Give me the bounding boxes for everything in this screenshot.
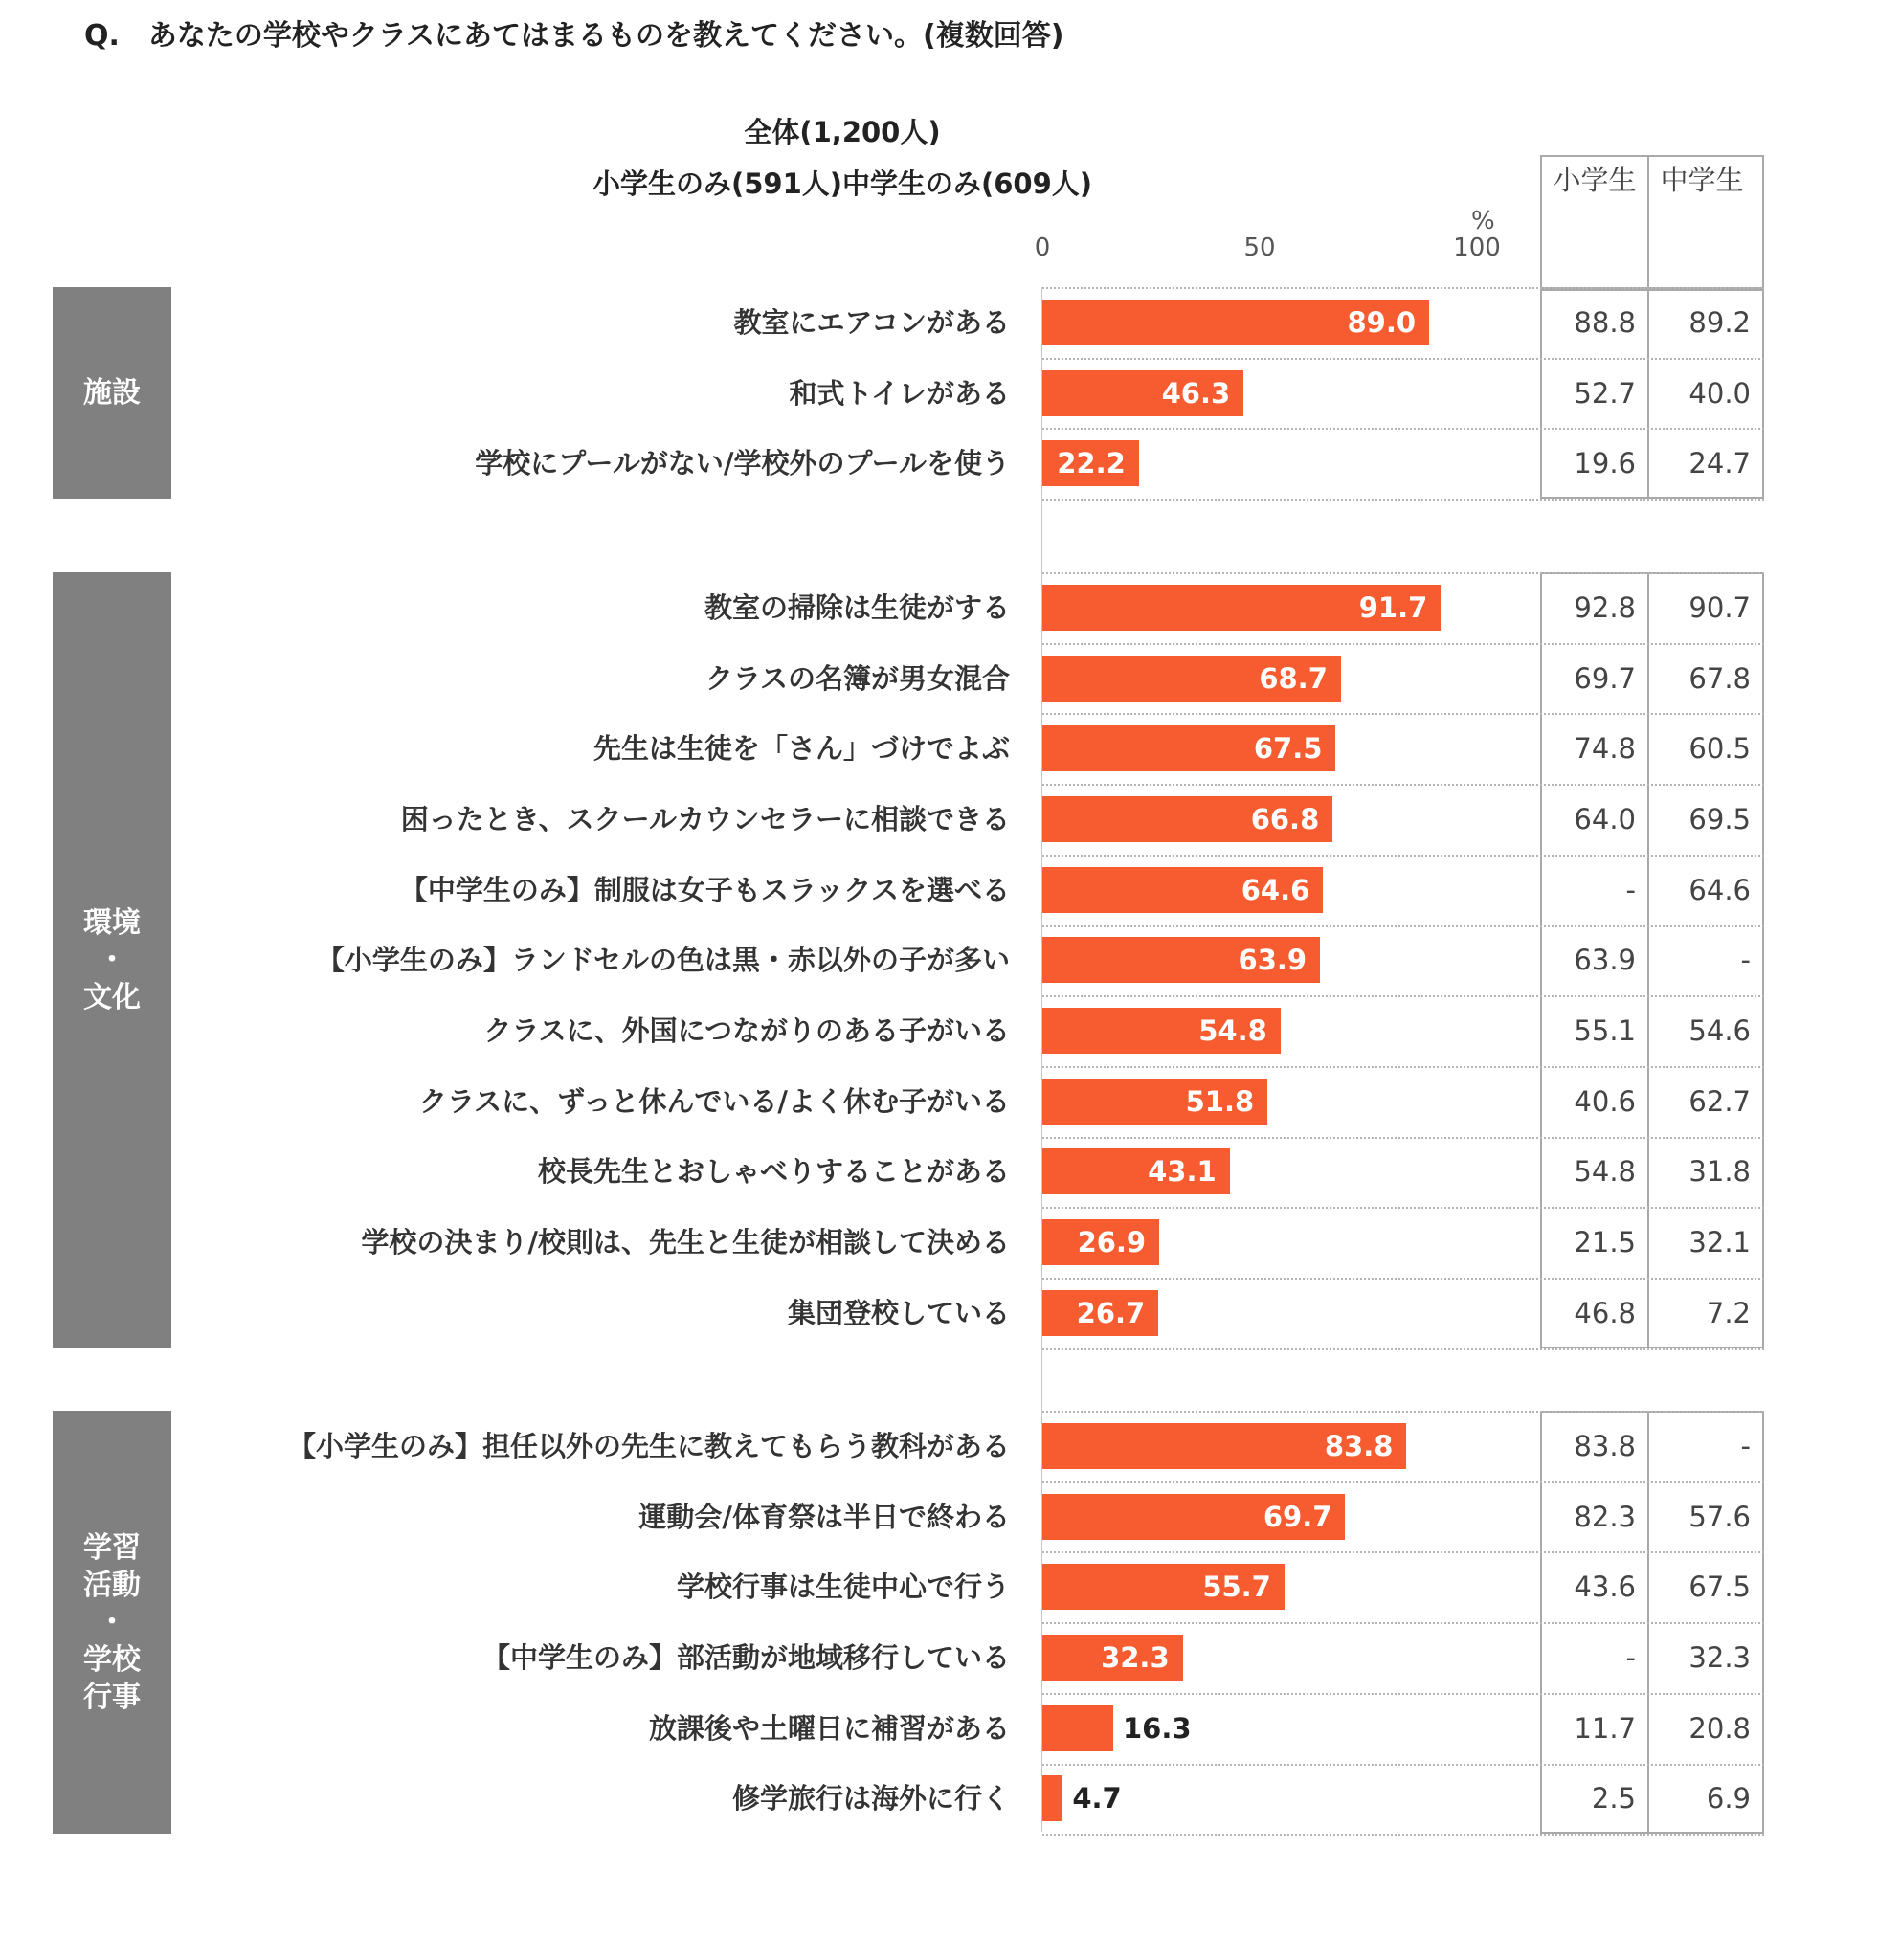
section-3-line: 学習 bbox=[83, 1530, 141, 1565]
cell-elementary: 54.8 bbox=[1574, 1155, 1636, 1188]
row-separator bbox=[1042, 1693, 1764, 1695]
section-3-line: ・ bbox=[98, 1605, 126, 1639]
cell-elementary: 69.7 bbox=[1574, 662, 1636, 695]
cell-junior: 7.2 bbox=[1706, 1297, 1751, 1329]
bar-value-label: 66.8 bbox=[1250, 803, 1320, 835]
bar-value-label: 63.9 bbox=[1238, 944, 1308, 976]
row-label: クラスに、外国につながりのある子がいる bbox=[483, 1014, 1010, 1047]
cell-elementary: 64.0 bbox=[1574, 803, 1636, 835]
cell-elementary: 11.7 bbox=[1574, 1712, 1636, 1745]
row-label: 教室の掃除は生徒がする bbox=[704, 591, 1010, 624]
row-label: 放課後や土曜日に補習がある bbox=[648, 1712, 1010, 1745]
row-label: 学校にプールがない/学校外のプールを使う bbox=[475, 447, 1010, 479]
cell-elementary: 92.8 bbox=[1574, 591, 1636, 624]
row-separator bbox=[1042, 287, 1764, 289]
table-section-1-divider bbox=[1647, 287, 1649, 499]
bar-value-label: 69.7 bbox=[1263, 1501, 1332, 1533]
row-separator bbox=[1042, 855, 1764, 857]
section-3-line: 学校 bbox=[83, 1642, 141, 1677]
cell-junior: 54.6 bbox=[1688, 1014, 1751, 1047]
bar-value-label: 16.3 bbox=[1123, 1712, 1192, 1745]
section-2-line: 文化 bbox=[83, 981, 141, 1014]
row-separator bbox=[1042, 1278, 1764, 1280]
cell-junior: 67.8 bbox=[1688, 662, 1751, 695]
cell-junior: 40.0 bbox=[1688, 377, 1751, 410]
section-2-line: ・ bbox=[98, 944, 126, 977]
axis-tick-50: 50 bbox=[1243, 234, 1276, 262]
cell-elementary: 46.8 bbox=[1574, 1297, 1636, 1329]
row-separator bbox=[1042, 1066, 1764, 1068]
cell-elementary: - bbox=[1625, 874, 1636, 906]
question-prefix: Q. bbox=[84, 19, 120, 53]
cell-elementary: 21.5 bbox=[1574, 1226, 1636, 1258]
row-separator bbox=[1042, 643, 1764, 645]
bar-value-label: 83.8 bbox=[1324, 1430, 1394, 1462]
row-label: 修学旅行は海外に行く bbox=[731, 1782, 1010, 1815]
cell-elementary: 82.3 bbox=[1574, 1501, 1636, 1533]
question-title bbox=[84, 11, 1063, 54]
bar-value-label: 51.8 bbox=[1185, 1085, 1255, 1118]
bar bbox=[1042, 1705, 1113, 1751]
cell-elementary: 43.6 bbox=[1574, 1570, 1636, 1603]
row-label: 【小学生のみ】担任以外の先生に教えてもらう教科がある bbox=[287, 1430, 1010, 1462]
bar-value-label: 91.7 bbox=[1358, 591, 1428, 624]
table-section-2-divider bbox=[1647, 572, 1649, 1348]
cell-elementary: 40.6 bbox=[1574, 1085, 1636, 1118]
table-header-frame bbox=[1540, 155, 1764, 291]
row-label: 困ったとき、スクールカウンセラーに相談できる bbox=[400, 803, 1010, 835]
cell-junior: 20.8 bbox=[1688, 1712, 1751, 1745]
cell-elementary: 19.6 bbox=[1574, 447, 1636, 479]
bar-value-label: 43.1 bbox=[1148, 1155, 1217, 1188]
row-separator bbox=[1042, 1622, 1764, 1624]
row-label: 学校行事は生徒中心で行う bbox=[676, 1570, 1010, 1603]
row-separator bbox=[1042, 925, 1764, 927]
bar-value-label: 4.7 bbox=[1072, 1782, 1122, 1815]
table-header-elementary: 小学生 bbox=[1553, 164, 1637, 196]
row-label: 先生は生徒を「さん」づけでよぶ bbox=[592, 732, 1010, 765]
section-2-label bbox=[53, 572, 171, 1348]
row-separator bbox=[1042, 1551, 1764, 1553]
cell-junior: 64.6 bbox=[1688, 874, 1751, 906]
cell-junior: - bbox=[1740, 1430, 1751, 1462]
section-3-label bbox=[53, 1411, 171, 1834]
cell-elementary: 2.5 bbox=[1591, 1782, 1636, 1815]
row-label: 和式トイレがある bbox=[789, 377, 1010, 410]
legend-total: 全体(1,200人) bbox=[744, 116, 941, 148]
bar-value-label: 22.2 bbox=[1057, 447, 1126, 479]
cell-junior: 90.7 bbox=[1688, 591, 1751, 624]
bar-value-label: 55.7 bbox=[1202, 1570, 1271, 1603]
row-separator bbox=[1042, 1481, 1764, 1483]
axis-unit: % bbox=[1471, 207, 1495, 235]
cell-junior: 62.7 bbox=[1688, 1085, 1751, 1118]
section-3-line: 活動 bbox=[83, 1568, 141, 1602]
row-separator bbox=[1042, 428, 1764, 430]
question-text: あなたの学校やクラスにあてはまるものを教えてください。(複数回答) bbox=[147, 19, 1064, 53]
row-separator bbox=[1042, 572, 1764, 574]
bar-value-label: 68.7 bbox=[1259, 662, 1328, 695]
row-separator bbox=[1042, 1137, 1764, 1139]
bar-value-label: 32.3 bbox=[1101, 1641, 1170, 1674]
row-separator bbox=[1042, 1834, 1764, 1836]
row-label: クラスに、ずっと休んでいる/よく休む子がいる bbox=[419, 1085, 1010, 1118]
bar-value-label: 89.0 bbox=[1347, 306, 1417, 339]
cell-junior: 31.8 bbox=[1688, 1155, 1751, 1188]
bar-value-label: 46.3 bbox=[1161, 377, 1231, 410]
cell-elementary: 83.8 bbox=[1574, 1430, 1636, 1462]
row-label: 【中学生のみ】制服は女子もスラックスを選べる bbox=[399, 874, 1010, 906]
row-separator bbox=[1042, 784, 1764, 786]
row-separator bbox=[1042, 1207, 1764, 1209]
legend-subgroups: 小学生のみ(591人)中学生のみ(609人) bbox=[592, 167, 1093, 200]
row-separator bbox=[1042, 1764, 1764, 1766]
cell-junior: 32.3 bbox=[1688, 1641, 1751, 1674]
cell-junior: 89.2 bbox=[1688, 306, 1751, 339]
section-3-text bbox=[83, 1529, 141, 1716]
section-2-text bbox=[83, 904, 141, 1016]
row-label: 【中学生のみ】部活動が地域移行している bbox=[481, 1641, 1010, 1674]
bar-value-label: 54.8 bbox=[1198, 1014, 1267, 1047]
axis-tick-100: 100 bbox=[1453, 234, 1501, 262]
cell-junior: 32.1 bbox=[1688, 1226, 1751, 1258]
row-separator bbox=[1042, 995, 1764, 997]
row-separator bbox=[1042, 713, 1764, 715]
cell-junior: 57.6 bbox=[1688, 1501, 1751, 1533]
row-separator bbox=[1042, 1411, 1764, 1413]
row-separator bbox=[1042, 499, 1764, 501]
cell-elementary: 52.7 bbox=[1574, 377, 1636, 410]
bar-value-label: 67.5 bbox=[1253, 732, 1323, 765]
bar-value-label: 64.6 bbox=[1241, 874, 1310, 906]
cell-junior: 60.5 bbox=[1688, 732, 1751, 765]
row-label: 運動会/体育祭は半日で終わる bbox=[638, 1501, 1010, 1533]
axis-tick-0: 0 bbox=[1034, 234, 1051, 262]
bar bbox=[1042, 1775, 1062, 1821]
section-1-text bbox=[83, 374, 141, 412]
row-label: 校長先生とおしゃべりすることがある bbox=[537, 1155, 1010, 1188]
cell-elementary: - bbox=[1625, 1641, 1636, 1674]
section-2-line: 環境 bbox=[83, 906, 141, 940]
table-header-junior: 中学生 bbox=[1660, 164, 1744, 196]
bar-value-label: 26.7 bbox=[1076, 1297, 1146, 1329]
row-label: 教室にエアコンがある bbox=[733, 306, 1010, 339]
row-label: 【小学生のみ】ランドセルの色は黒・赤以外の子が多い bbox=[316, 944, 1010, 976]
table-header-divider bbox=[1647, 155, 1649, 291]
cell-junior: 24.7 bbox=[1688, 447, 1751, 479]
cell-elementary: 74.8 bbox=[1574, 732, 1636, 765]
section-1-label bbox=[53, 287, 171, 499]
bar-value-label: 26.9 bbox=[1077, 1226, 1147, 1258]
cell-elementary: 55.1 bbox=[1574, 1014, 1636, 1047]
row-separator bbox=[1042, 1348, 1764, 1350]
section-3-line: 行事 bbox=[83, 1680, 141, 1714]
cell-elementary: 63.9 bbox=[1574, 944, 1636, 976]
row-label: クラスの名簿が男女混合 bbox=[704, 662, 1010, 695]
cell-junior: 69.5 bbox=[1688, 803, 1751, 835]
row-label: 集団登校している bbox=[787, 1297, 1010, 1329]
cell-junior: 67.5 bbox=[1688, 1570, 1751, 1603]
row-label: 学校の決まり/校則は、先生と生徒が相談して決める bbox=[361, 1226, 1010, 1258]
section-1-line: 施設 bbox=[83, 376, 141, 410]
row-separator bbox=[1042, 358, 1764, 360]
cell-junior: - bbox=[1740, 944, 1751, 976]
cell-elementary: 88.8 bbox=[1574, 306, 1636, 339]
cell-junior: 6.9 bbox=[1706, 1782, 1751, 1815]
